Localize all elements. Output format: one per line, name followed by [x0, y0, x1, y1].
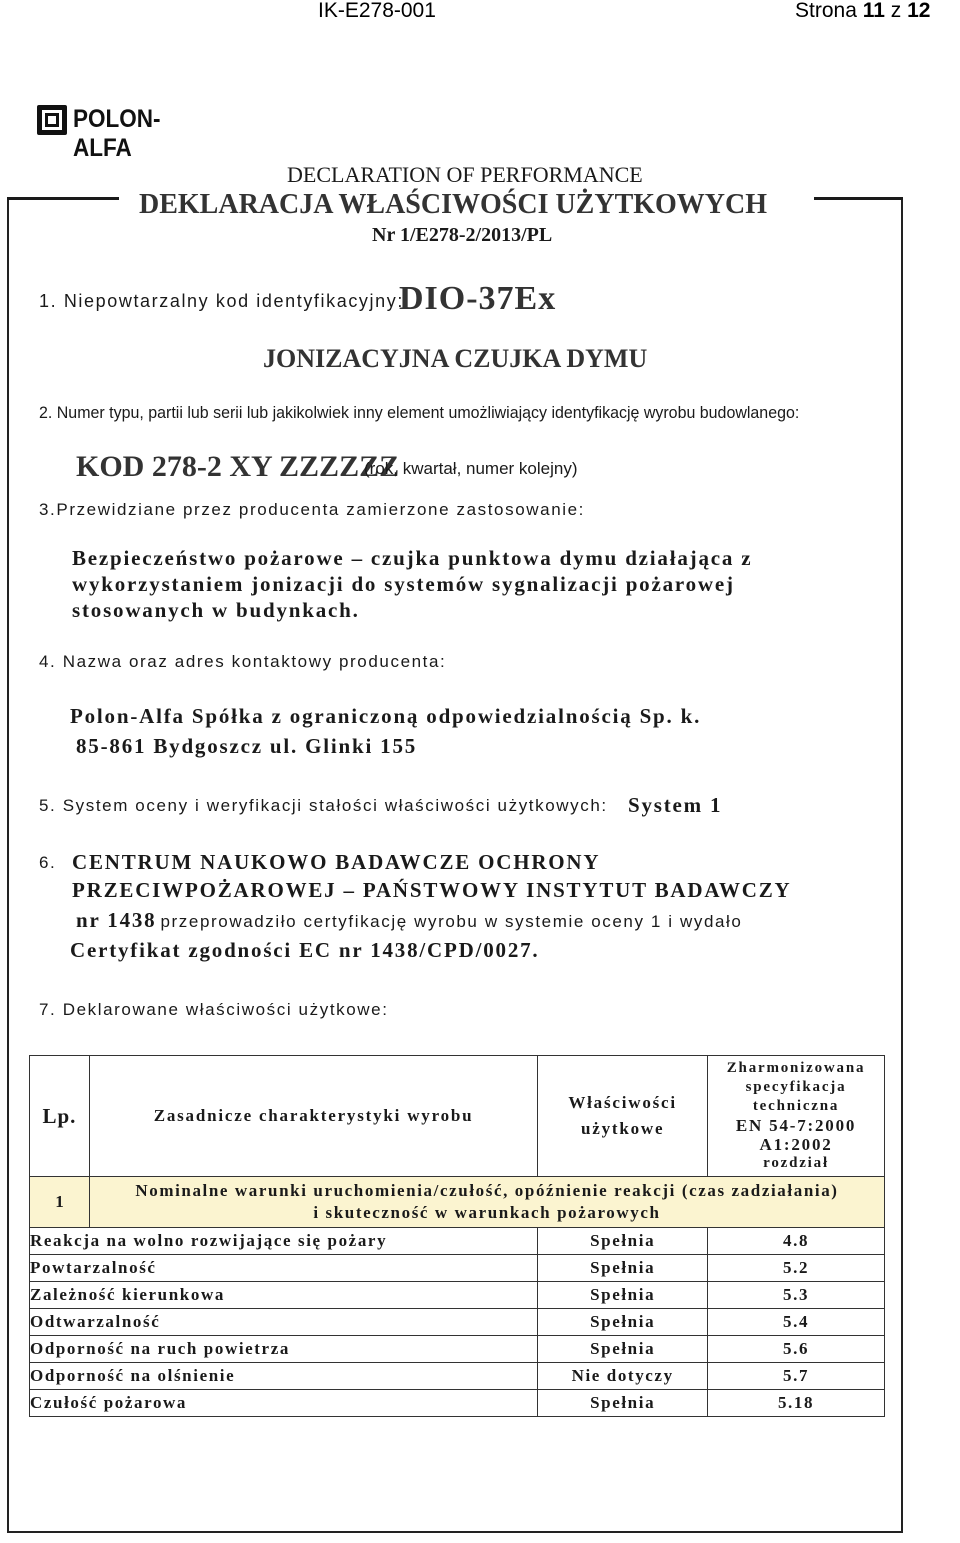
- certificate-number: Certyfikat zgodności EC nr 1438/CPD/0027.: [70, 938, 540, 962]
- row-characteristic: Reakcja na wolno rozwijające się pożary: [30, 1228, 538, 1255]
- section-title-line: i skuteczność w warunkach pożarowych: [313, 1203, 661, 1222]
- section-7-label: 7. Deklarowane właściwości użytkowe:: [39, 1000, 389, 1019]
- product-code: DIO-37Ex: [399, 280, 557, 317]
- page-total: 12: [907, 0, 931, 22]
- page-of: z: [890, 0, 902, 22]
- header-spec-line: Zharmonizowana: [726, 1060, 866, 1076]
- row-performance: Spełnia: [538, 1282, 708, 1309]
- table-row: [30, 1309, 885, 1336]
- type-code-note: (rok, kwartał, numer kolejny): [364, 459, 578, 478]
- polon-alfa-logo-icon: [37, 105, 67, 135]
- logo-text: POLON-ALFA: [73, 105, 161, 162]
- row-specification: 5.4: [708, 1309, 885, 1336]
- section-6-number: 6.: [39, 853, 57, 872]
- table-row: [30, 1363, 885, 1390]
- header-spec-line: A1:2002: [759, 1135, 833, 1154]
- header-spec-line: rozdział: [763, 1155, 829, 1171]
- intended-use-line: stosowanych w budynkach.: [72, 598, 360, 622]
- section-4-label: 4. Nazwa oraz adres kontaktowy producenta:: [39, 652, 447, 671]
- section-title-line: Nominalne warunki uruchomienia/czułość, opóźnienie reakcji (czas zadziałania): [135, 1181, 839, 1200]
- row-characteristic: Odporność na olśnienie: [30, 1363, 538, 1390]
- declaration-number: Nr 1/E278-2/2013/PL: [372, 224, 553, 246]
- table-row: [30, 1282, 885, 1309]
- row-characteristic: Czułość pożarowa: [30, 1390, 538, 1417]
- header-specification: [708, 1056, 885, 1177]
- certification-line: [76, 908, 743, 933]
- section-3-label: 3.Przewidziane przez producenta zamierzone zastosowanie:: [39, 500, 586, 519]
- header-spec-line: techniczna: [752, 1098, 840, 1114]
- row-performance: Spełnia: [538, 1336, 708, 1363]
- section-row: [30, 1177, 885, 1228]
- row-performance: Nie dotyczy: [538, 1363, 708, 1390]
- header-performance-line: użytkowe: [580, 1119, 665, 1138]
- row-characteristic: Powtarzalność: [30, 1255, 538, 1282]
- row-specification: 5.18: [708, 1390, 885, 1417]
- table-row: [30, 1336, 885, 1363]
- title-english: DECLARATION OF PERFORMANCE: [287, 162, 643, 187]
- manufacturer-address: 85-861 Bydgoszcz ul. Glinki 155: [76, 734, 418, 758]
- intended-use-line: wykorzystaniem jonizacji do systemów sygnalizacji pożarowej: [72, 572, 735, 596]
- row-specification: 5.6: [708, 1336, 885, 1363]
- certification-text: przeprowadziło certyfikację wyrobu w systemie oceny 1 i wydało: [160, 912, 743, 931]
- notified-body-line: PRZECIWPOŻAROWEJ – PAŃSTWOWY INSTYTUT BADAWCZY: [72, 878, 792, 902]
- notified-body-line: CENTRUM NAUKOWO BADAWCZE OCHRONY: [72, 850, 601, 874]
- title-polish: DEKLARACJA WŁAŚCIWOŚCI UŻYTKOWYCH: [139, 189, 768, 220]
- header-performance-line: Właściwości: [568, 1093, 677, 1112]
- header-characteristics: Zasadnicze charakterystyki wyrobu: [89, 1056, 537, 1177]
- intended-use-line: Bezpieczeństwo pożarowe – czujka punktowa dymu działająca z: [72, 546, 753, 570]
- page-label: Strona: [795, 0, 857, 22]
- row-characteristic: Zależność kierunkowa: [30, 1282, 538, 1309]
- header-lp: Lp.: [30, 1056, 90, 1177]
- header-spec-line: specyfikacja: [745, 1079, 847, 1095]
- product-name: JONIZACYJNA CZUJKA DYMU: [263, 344, 648, 373]
- section-5-label: 5. System oceny i weryfikacji stałości właściwości użytkowych:: [39, 796, 608, 815]
- doc-code: IK-E278-001: [318, 0, 436, 22]
- manufacturer-name: Polon-Alfa Spółka z ograniczoną odpowiedzialnością Sp. k.: [70, 704, 702, 728]
- row-characteristic: Odtwarzalność: [30, 1309, 538, 1336]
- row-characteristic: Odporność na ruch powietrza: [30, 1336, 538, 1363]
- header-spec-line: EN 54-7:2000: [735, 1116, 857, 1135]
- row-specification: 5.2: [708, 1255, 885, 1282]
- section-title: [89, 1177, 884, 1228]
- row-specification: 5.3: [708, 1282, 885, 1309]
- table-row: [30, 1390, 885, 1417]
- row-performance: Spełnia: [538, 1309, 708, 1336]
- notified-body-number: nr 1438: [76, 908, 157, 932]
- row-performance: Spełnia: [538, 1390, 708, 1417]
- performance-table: [29, 1055, 885, 1417]
- section-2-label: 2. Numer typu, partii lub serii lub jakikolwiek inny element umożliwiający identyfikację wyrobu budowlanego:: [39, 403, 800, 422]
- assessment-system: System 1: [628, 793, 723, 817]
- header-performance: [538, 1056, 708, 1177]
- row-specification: 5.7: [708, 1363, 885, 1390]
- row-specification: 4.8: [708, 1228, 885, 1255]
- section-1-label: 1. Niepowtarzalny kod identyfikacyjny:: [39, 291, 404, 311]
- polon-alfa-logo: [37, 101, 215, 162]
- page-number: [795, 0, 930, 23]
- page-current: 11: [862, 0, 885, 22]
- table-header-row: [30, 1056, 885, 1177]
- row-performance: Spełnia: [538, 1255, 708, 1282]
- frame-top-rule-right: [814, 197, 903, 200]
- section-lp: 1: [30, 1177, 90, 1228]
- row-performance: Spełnia: [538, 1228, 708, 1255]
- table-row: [30, 1228, 885, 1255]
- frame-top-rule-left: [7, 197, 119, 200]
- type-code: KOD 278-2 XY ZZZZZZ: [76, 450, 400, 483]
- table-row: [30, 1255, 885, 1282]
